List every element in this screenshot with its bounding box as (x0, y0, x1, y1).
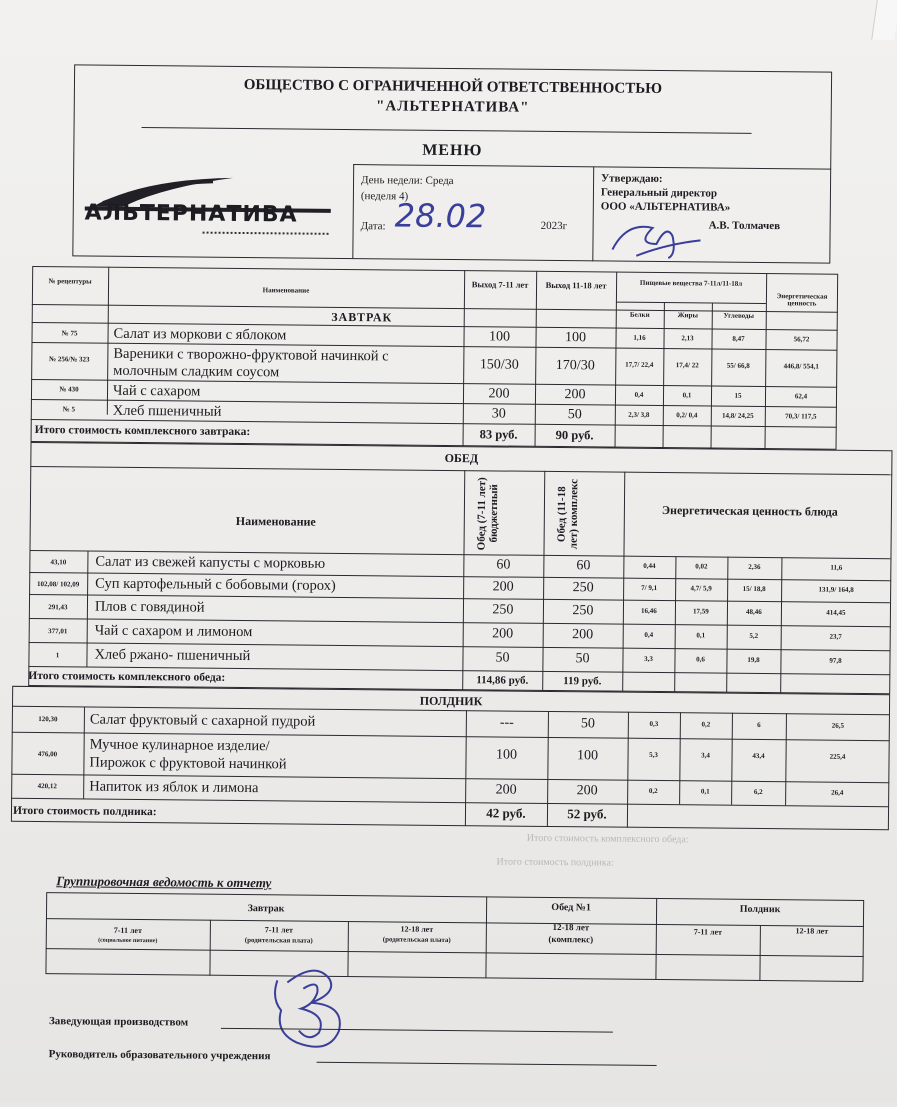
table-cell: 0,44 (643, 561, 656, 570)
table-cell: Чай с сахаром (112, 382, 201, 400)
table-cell: Салат из моркови с яблоком (113, 325, 287, 344)
table-cell: 55/ 66,8 (726, 361, 750, 370)
ghost-text: Итого стоимость комплексного обеда: (526, 832, 689, 846)
lunch-col-b: Обед (11-18 лет) комплекс (555, 479, 581, 550)
table-cell: молочным сладким соусом (113, 362, 280, 381)
table-cell: 7/ 9,1 (641, 583, 658, 592)
lunch-total-b: 119 руб. (563, 675, 602, 688)
table-cell: Мучное кулинарное изделие/ (89, 736, 270, 755)
table-cell: 0,2 (701, 720, 711, 729)
table-cell: 170/30 (555, 358, 595, 374)
report-sub5: 7-11 лет (693, 927, 723, 937)
table-cell: 6 (757, 720, 761, 729)
table-cell: 0,1 (700, 787, 710, 796)
table-cell: 17,7/ 22,4 (625, 360, 654, 369)
table-cell: 225,4 (829, 752, 846, 761)
table-cell: 1 (55, 651, 60, 660)
table-cell: 60 (576, 558, 591, 574)
menu-title: МЕНЮ (422, 141, 483, 160)
table-cell: 120,30 (38, 715, 58, 724)
table-cell: 14,8/ 24,25 (721, 411, 754, 420)
table-cell: 48,46 (746, 607, 762, 616)
report-sub3: 12-18 лет (400, 924, 434, 934)
table-cell: 200 (572, 627, 594, 643)
table-cell: 26,4 (831, 788, 844, 797)
table-cell: 131,9/ 164,8 (818, 585, 854, 594)
table-cell: 43,4 (752, 751, 765, 761)
approve-line-2: Генеральный директор (600, 186, 718, 200)
col-proteins: Белки (629, 310, 650, 319)
logo-text: АЛЬТЕРНАТИВА (84, 200, 298, 228)
col-recipe: № рецептуры (48, 277, 92, 286)
company-logo (82, 172, 333, 240)
table-cell: 30 (491, 406, 506, 422)
table-cell: 43,10 (50, 558, 67, 567)
snack-total-label: Итого стоимость полдника: (12, 804, 157, 819)
lunch-total-a: 114,86 руб. (476, 674, 529, 687)
table-cell: 200 (495, 782, 517, 798)
table-cell: 15/ 18,8 (742, 584, 766, 594)
day-label: День недели: Среда (361, 174, 454, 188)
report-sub4: 12-18 лет (552, 922, 590, 933)
table-cell: 250 (492, 602, 514, 618)
table-cell: 50 (495, 650, 510, 666)
table-cell: Напиток из яблок и лимона (89, 778, 259, 797)
lunch-col-name: Наименование (235, 513, 316, 529)
table-cell: 15 (734, 391, 742, 400)
table-cell: 50 (580, 716, 595, 732)
table-cell: 17,4/ 22 (675, 361, 699, 370)
approve-line-1: Утверждаю: (601, 172, 663, 186)
table-cell: 6,2 (753, 787, 763, 797)
table-cell: 0,6 (696, 655, 705, 664)
table-cell: 50 (567, 407, 582, 423)
handwritten-mark-icon (257, 958, 368, 1059)
table-cell: 56,72 (793, 335, 810, 344)
table-cell: 446,8/ 554,1 (783, 362, 819, 371)
table-cell: 19,8 (747, 655, 760, 664)
table-cell: 0,4 (634, 390, 644, 399)
report-lunch: Обед №1 (551, 901, 591, 914)
table-cell: 26,5 (831, 721, 845, 730)
col-out-11-18: Выход 11-18 лет (545, 279, 607, 291)
table-cell: 200 (492, 579, 514, 595)
table-cell: 150/30 (479, 357, 519, 373)
table-cell: 11,6 (830, 563, 843, 572)
report-sub6: 12-18 лет (795, 926, 829, 936)
col-name: Наименование (262, 286, 310, 295)
approve-name: А.В. Толмачев (708, 219, 781, 233)
table-cell: 0,1 (696, 631, 706, 640)
breakfast-total-b: 90 руб. (555, 428, 594, 443)
table-cell: 5,2 (749, 631, 759, 640)
report-sub1b: (социальное питание) (98, 937, 158, 945)
table-cell: 23,7 (829, 632, 842, 641)
director-signature-icon (606, 213, 706, 264)
table-cell: 0,02 (695, 562, 708, 571)
table-cell: № 75 (61, 329, 78, 338)
table-cell: Салат из свежей капусты с морковью (95, 553, 326, 572)
head-school-label: Руководитель образовательного учреждения (48, 1048, 271, 1063)
table-cell: № 430 (59, 385, 79, 394)
table-cell: 420,12 (37, 782, 57, 791)
breakfast-total-label: Итого стоимость комплексного завтрака: (34, 424, 251, 439)
lunch-title: ОБЕД (444, 450, 479, 466)
table-cell: 0,2/ 0,4 (676, 411, 698, 420)
table-cell: Салат фруктовый с сахарной пудрой (89, 711, 316, 730)
table-cell: 60 (496, 557, 511, 573)
date-label: Дата: (360, 220, 386, 233)
week-label: (неделя 4) (360, 190, 409, 203)
col-energy: Энергетическая ценность (776, 292, 828, 308)
table-cell: Вареники с творожно-фруктовой начинкой с (113, 345, 389, 365)
org-name: "АЛЬТЕРНАТИВА" (376, 98, 530, 116)
table-cell: 0,2 (648, 786, 658, 796)
table-cell: 50 (575, 651, 590, 667)
table-cell: 200 (564, 387, 586, 403)
report-sub1: 7-11 лет (113, 925, 142, 936)
col-carbs: Углеводы (723, 311, 755, 320)
table-cell: 2,3/ 3,8 (628, 410, 650, 419)
table-cell: 16,46 (641, 606, 657, 615)
report-sub2b: (родительская плата) (244, 936, 313, 945)
table-cell: 4,7/ 5,9 (690, 584, 712, 593)
table-cell: Чай с сахаром и лимоном (94, 622, 253, 641)
table-cell: 97,8 (829, 656, 842, 665)
table-cell: 100 (495, 747, 518, 763)
table-cell: 100 (576, 748, 599, 764)
table-cell: Хлеб ржано- пшеничный (94, 646, 251, 665)
col-nutrients: Пищевые вещества 7-11л/11-18л (639, 278, 743, 288)
table-cell: 1,16 (633, 333, 646, 342)
table-cell: 62,4 (794, 392, 808, 401)
report-snack: Полдник (739, 903, 781, 916)
table-cell: 0,3 (649, 719, 659, 729)
table-cell: 2,36 (748, 562, 761, 571)
report-sub3b: (родительская плата) (382, 935, 451, 945)
table-cell: 8,47 (732, 334, 745, 343)
report-breakfast: Завтрак (247, 903, 285, 915)
table-cell: № 5 (62, 405, 76, 414)
ghost-text: Итого стоимость полдника: (496, 856, 614, 869)
report-title: Группировочная ведомость к отчету (56, 873, 272, 891)
report-sub2: 7-11 лет (264, 925, 294, 935)
table-cell: 200 (492, 626, 514, 642)
table-cell: 100 (488, 329, 511, 345)
table-cell: Плов с говядиной (94, 598, 205, 616)
org-title: ОБЩЕСТВО С ОГРАНИЧЕННОЙ ОТВЕТСТВЕННОСТЬЮ (243, 77, 663, 98)
table-cell: 3,3 (644, 654, 653, 663)
table-cell: 0,1 (682, 391, 692, 400)
table-cell: 414,45 (826, 608, 846, 617)
table-cell: 70,3/ 117,5 (785, 412, 817, 421)
table-cell: 377,01 (48, 627, 68, 636)
table-cell: 250 (572, 580, 594, 596)
table-cell: --- (499, 715, 514, 731)
snack-total-b: 52 руб. (567, 806, 607, 822)
date-year: 2023г (540, 219, 568, 233)
breakfast-title: ЗАВТРАК (331, 309, 393, 325)
table-cell: Хлеб пшеничный (112, 402, 222, 420)
col-fats: Жиры (677, 311, 698, 320)
col-out-7-11: Выход 7-11 лет (471, 279, 529, 290)
lunch-col-energy: Энергетическая ценность блюда (661, 503, 838, 519)
table-cell: 291,43 (48, 603, 68, 612)
table-cell: 200 (576, 783, 598, 799)
table-cell: 476,00 (37, 750, 58, 759)
approve-line-3: ООО «АЛЬТЕРНАТИВА» (600, 200, 731, 214)
report-sub4b: (комплекс) (548, 933, 594, 945)
breakfast-total-a: 83 руб. (479, 427, 518, 442)
table-cell: 100 (564, 330, 587, 346)
table-cell: 102,08/ 102,09 (37, 580, 80, 589)
head-production-label: Заведующая производством (48, 1015, 189, 1029)
table-cell: 250 (572, 603, 594, 619)
table-cell: Суп картофельный с бобовыми (горох) (95, 575, 336, 594)
lunch-col-a: Обед (7-11 лет) бюджетный (475, 476, 501, 550)
table-cell: № 256/№ 323 (49, 355, 90, 364)
table-cell: Пирожок с фруктовой начинкой (89, 754, 287, 773)
snack-total-a: 42 руб. (486, 805, 526, 821)
handwritten-date: 28.02 (394, 196, 487, 236)
table-cell: 200 (488, 386, 510, 402)
table-cell: 17,59 (693, 607, 709, 616)
head-school-line (317, 1062, 657, 1066)
table-cell: 0,4 (644, 630, 654, 639)
table-cell: 3,4 (701, 751, 710, 760)
table-cell: 2,13 (681, 334, 694, 343)
lunch-total-label: Итого стоимость комплексного обеда: (28, 669, 226, 684)
snack-title: ПОЛДНИК (419, 693, 483, 709)
table-cell: 5,3 (649, 750, 658, 760)
